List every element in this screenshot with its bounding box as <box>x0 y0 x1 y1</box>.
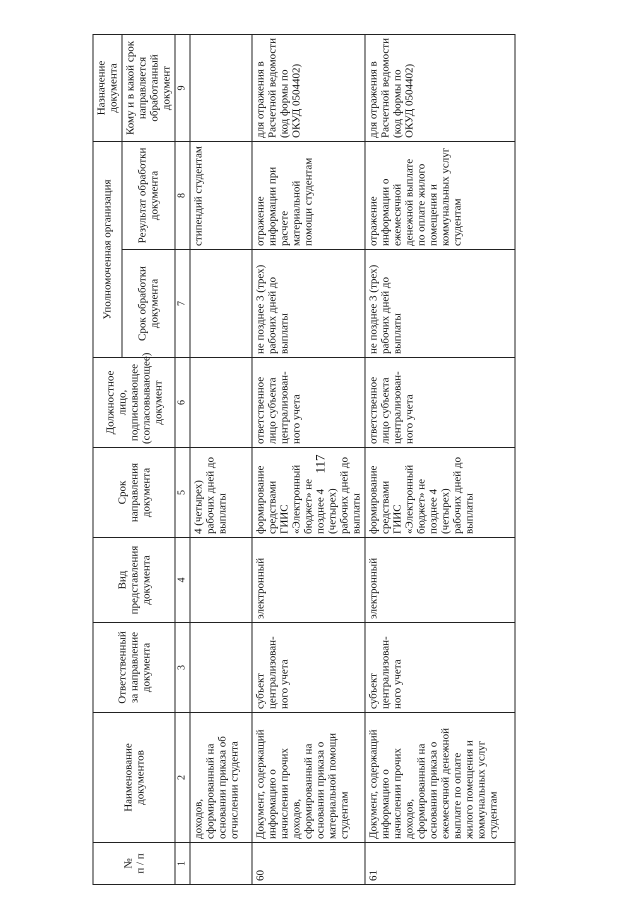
row-official: ответственное лицо субъекта централизован-ного учета <box>365 358 515 448</box>
row-name: Документ, содержащий информацию о начислении прочих доходов, сформированный на основании приказа о ежемесячной денежной выплате по оплате жилого помещения и коммунальных услуг студентам <box>365 713 515 843</box>
col-number: 5 <box>175 448 190 538</box>
header-official: Должностное лицо, подписывающее (согласовывающее) документ <box>93 358 175 448</box>
row-form <box>190 538 252 623</box>
table-row <box>252 34 365 884</box>
col-number: 4 <box>175 538 190 623</box>
row-form: электронный <box>252 538 365 623</box>
row-recipient <box>190 34 252 141</box>
col-number: 6 <box>175 358 190 448</box>
header-row-1 <box>93 34 122 884</box>
header-purpose: Назначение документа <box>93 34 122 141</box>
row-term: 4 (четырех) рабочих дней до выплаты <box>190 448 252 538</box>
row-name: доходов, сформированный на основании приказа об отчислении студента <box>190 713 252 843</box>
col-number: 3 <box>175 623 190 713</box>
row-proc-result: стипендий студентам <box>190 141 252 249</box>
header-proc-result: Результат обработки документа <box>122 141 175 249</box>
header-form: Вид представления документа <box>93 538 175 623</box>
header-proc-term: Срок обработки документа <box>122 250 175 358</box>
row-responsible: субъект централизован-ного учета <box>252 623 365 713</box>
row-proc-term: не позднее 3 (трех) рабочих дней до выплаты <box>365 250 515 358</box>
col-number: 2 <box>175 713 190 843</box>
header-term: Срок направления документа <box>93 448 175 538</box>
col-number: 9 <box>175 34 190 141</box>
page-number: 117 <box>312 454 328 474</box>
row-form: электронный <box>365 538 515 623</box>
rotated-table-container <box>93 35 548 885</box>
row-term: формирование средствами ГИИС «Электронный бюджет» не позднее 4 (четырех) рабочих дней до выплаты <box>365 448 515 538</box>
col-number: 8 <box>175 141 190 249</box>
table-row <box>190 34 252 884</box>
row-responsible <box>190 623 252 713</box>
row-proc-term <box>190 250 252 358</box>
col-number: 7 <box>175 250 190 358</box>
row-no: 60 <box>252 843 365 885</box>
row-no: 61 <box>365 843 515 885</box>
document-flow-table <box>93 34 516 885</box>
row-proc-result: отражение информации при расчете материальной помощи студентам <box>252 141 365 249</box>
row-responsible: субъект централизован-ного учета <box>365 623 515 713</box>
row-name: Документ, содержащий информацию о начислении прочих доходов, сформированный на основании приказа о материальной помощи студентам <box>252 713 365 843</box>
col-number: 1 <box>175 843 190 885</box>
header-recipient: Кому и в какой срок направляется обработанный документ <box>122 34 175 141</box>
table-row <box>365 34 515 884</box>
column-number-row <box>175 34 190 884</box>
row-official: ответственное лицо субъекта централизован-ного учета <box>252 358 365 448</box>
header-authorized-org: Уполномоченная организация <box>93 141 122 357</box>
header-no: № п / п <box>93 843 175 885</box>
row-recipient: для отражения в Расчетной ведомости (код формы по ОКУД 0504402) <box>365 34 515 141</box>
row-proc-term: не позднее 3 (трех) рабочих дней до выплаты <box>252 250 365 358</box>
header-name: Наименование документов <box>93 713 175 843</box>
row-term: формирование средствами ГИИС «Электронный бюджет» не позднее 4 (четырех) рабочих дней до выплаты <box>252 448 365 538</box>
row-official <box>190 358 252 448</box>
header-responsible: Ответственный за направление документа <box>93 623 175 713</box>
row-no <box>190 843 252 885</box>
row-proc-result: отражение информации о ежемесячной денежной выплате по оплате жилого помещения и коммунальных услуг студентам <box>365 141 515 249</box>
row-recipient: для отражения в Расчетной ведомости (код формы по ОКУД 0504402) <box>252 34 365 141</box>
